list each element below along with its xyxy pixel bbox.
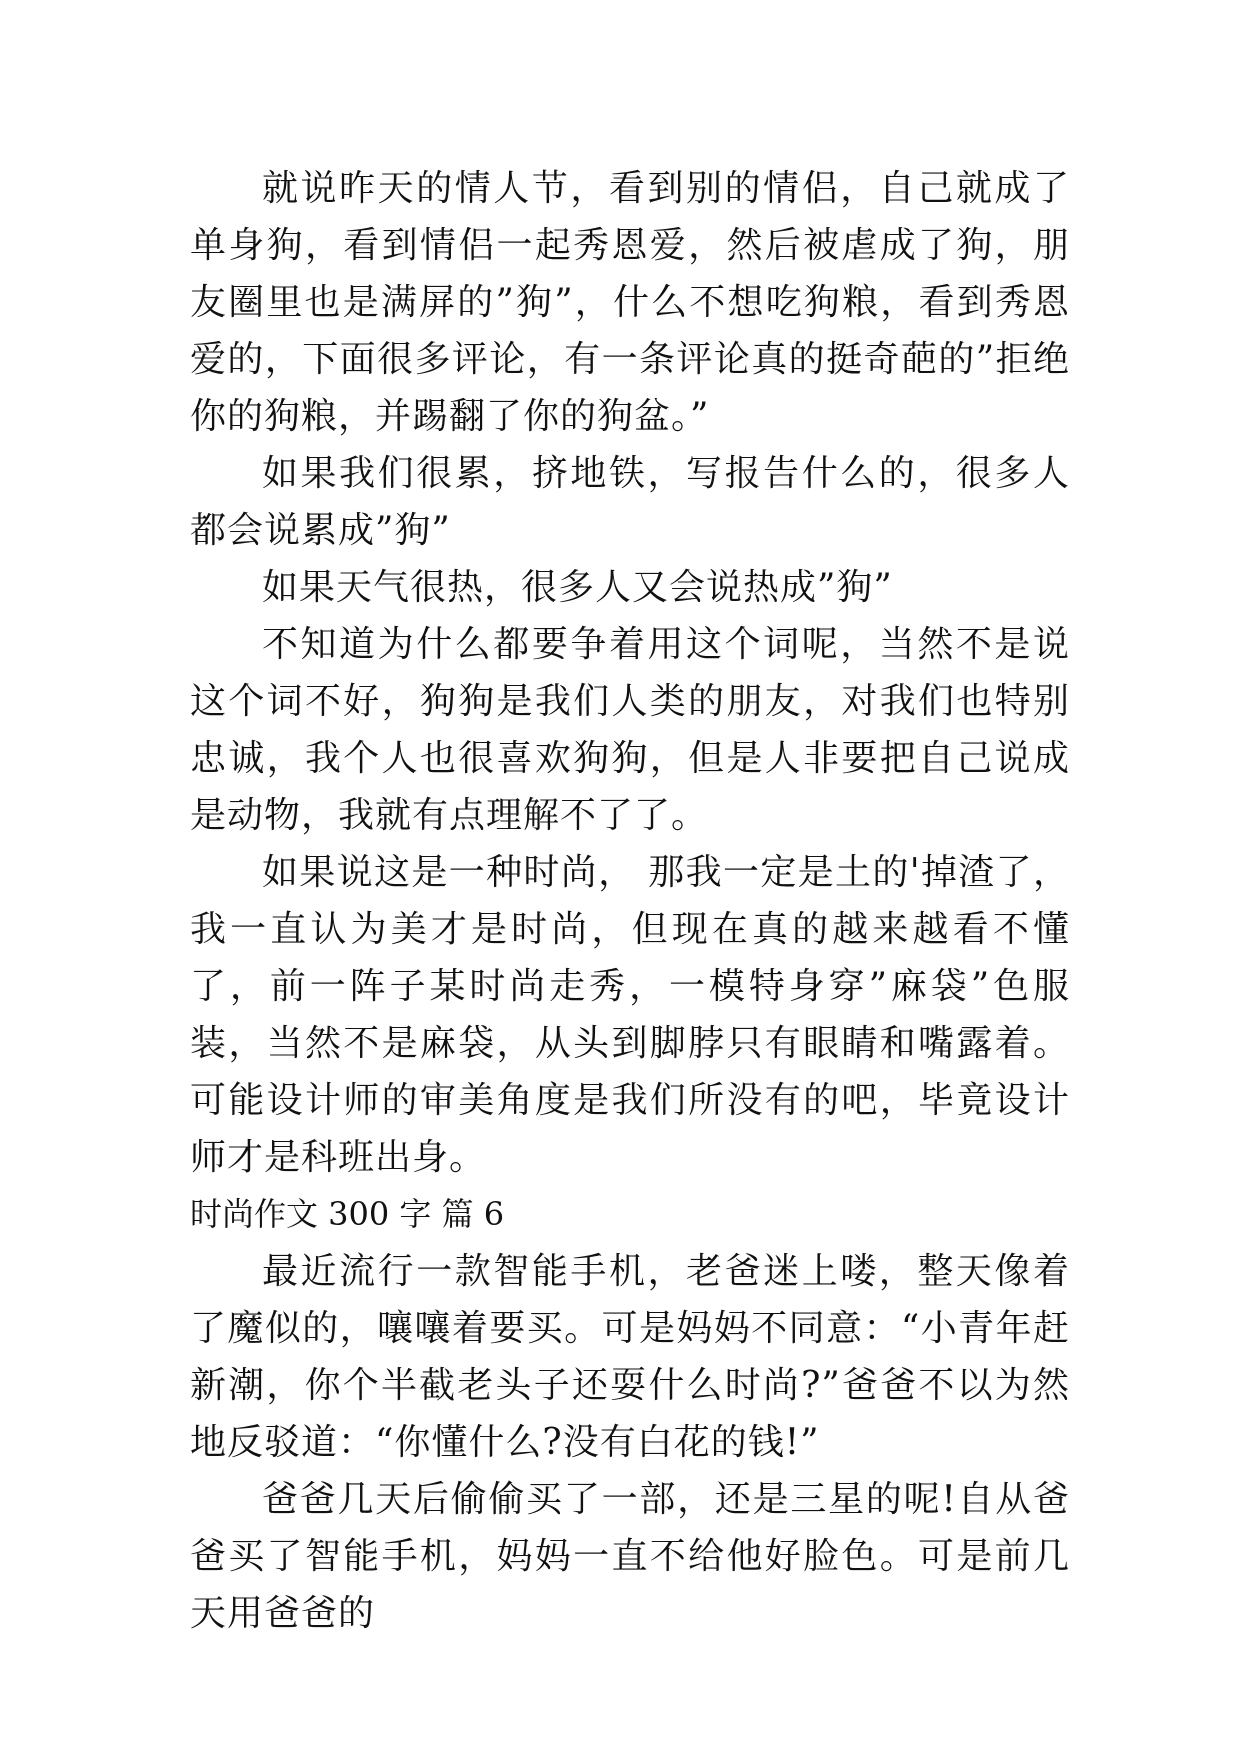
paragraph-fashion: 如果说这是一种时尚， 那我一定是土的'掉渣了，我一直认为美才是时尚，但现在真的越来越看不懂了，前一阵子某时尚走秀，一模特身穿”麻袋”色服装，当然不是麻袋，从头到脚脖只有眼睛和嘴露着。可能设计师的审美角度是我们所没有的吧，毕竟设计师才是科班出身。 — [190, 852, 1070, 1178]
document-body — [190, 160, 1070, 1642]
paragraph-dad-bought: 爸爸几天后偷偷买了一部，还是三星的呢!自从爸爸买了智能手机，妈妈一直不给他好脸色。可是前几天用爸爸的 — [190, 1479, 1070, 1634]
paragraph-hot-weather: 如果天气很热，很多人又会说热成”狗” — [262, 567, 893, 608]
paragraph-smartphone: 最近流行一款智能手机，老爸迷上喽，整天像着了魔似的，嚷嚷着要买。可是妈妈不同意：“小青年赶新潮，你个半截老头子还耍什么时尚?”爸爸不以为然地反驳道：“你懂什么?没有白花的钱!” — [190, 1251, 1070, 1463]
paragraph-valentines: 就说昨天的情人节，看到别的情侣，自己就成了单身狗，看到情侣一起秀恩爱，然后被虐成了狗，朋友圈里也是满屏的”狗”，什么不想吃狗粮，看到秀恩爱的，下面很多评论，有一条评论真的挺奇葩的”拒绝你的狗粮，并踢翻了你的狗盆。” — [190, 168, 1070, 437]
paragraph-tired: 如果我们很累，挤地铁，写报告什么的，很多人都会说累成”狗” — [190, 453, 1070, 551]
paragraph-why-dog: 不知道为什么都要争着用这个词呢，当然不是说这个词不好，狗狗是我们人类的朋友，对我们也特别忠诚，我个人也很喜欢狗狗，但是人非要把自己说成是动物，我就有点理解不了了。 — [190, 624, 1070, 836]
section-heading: 时尚作文 300 字 篇 6 — [190, 1195, 505, 1233]
